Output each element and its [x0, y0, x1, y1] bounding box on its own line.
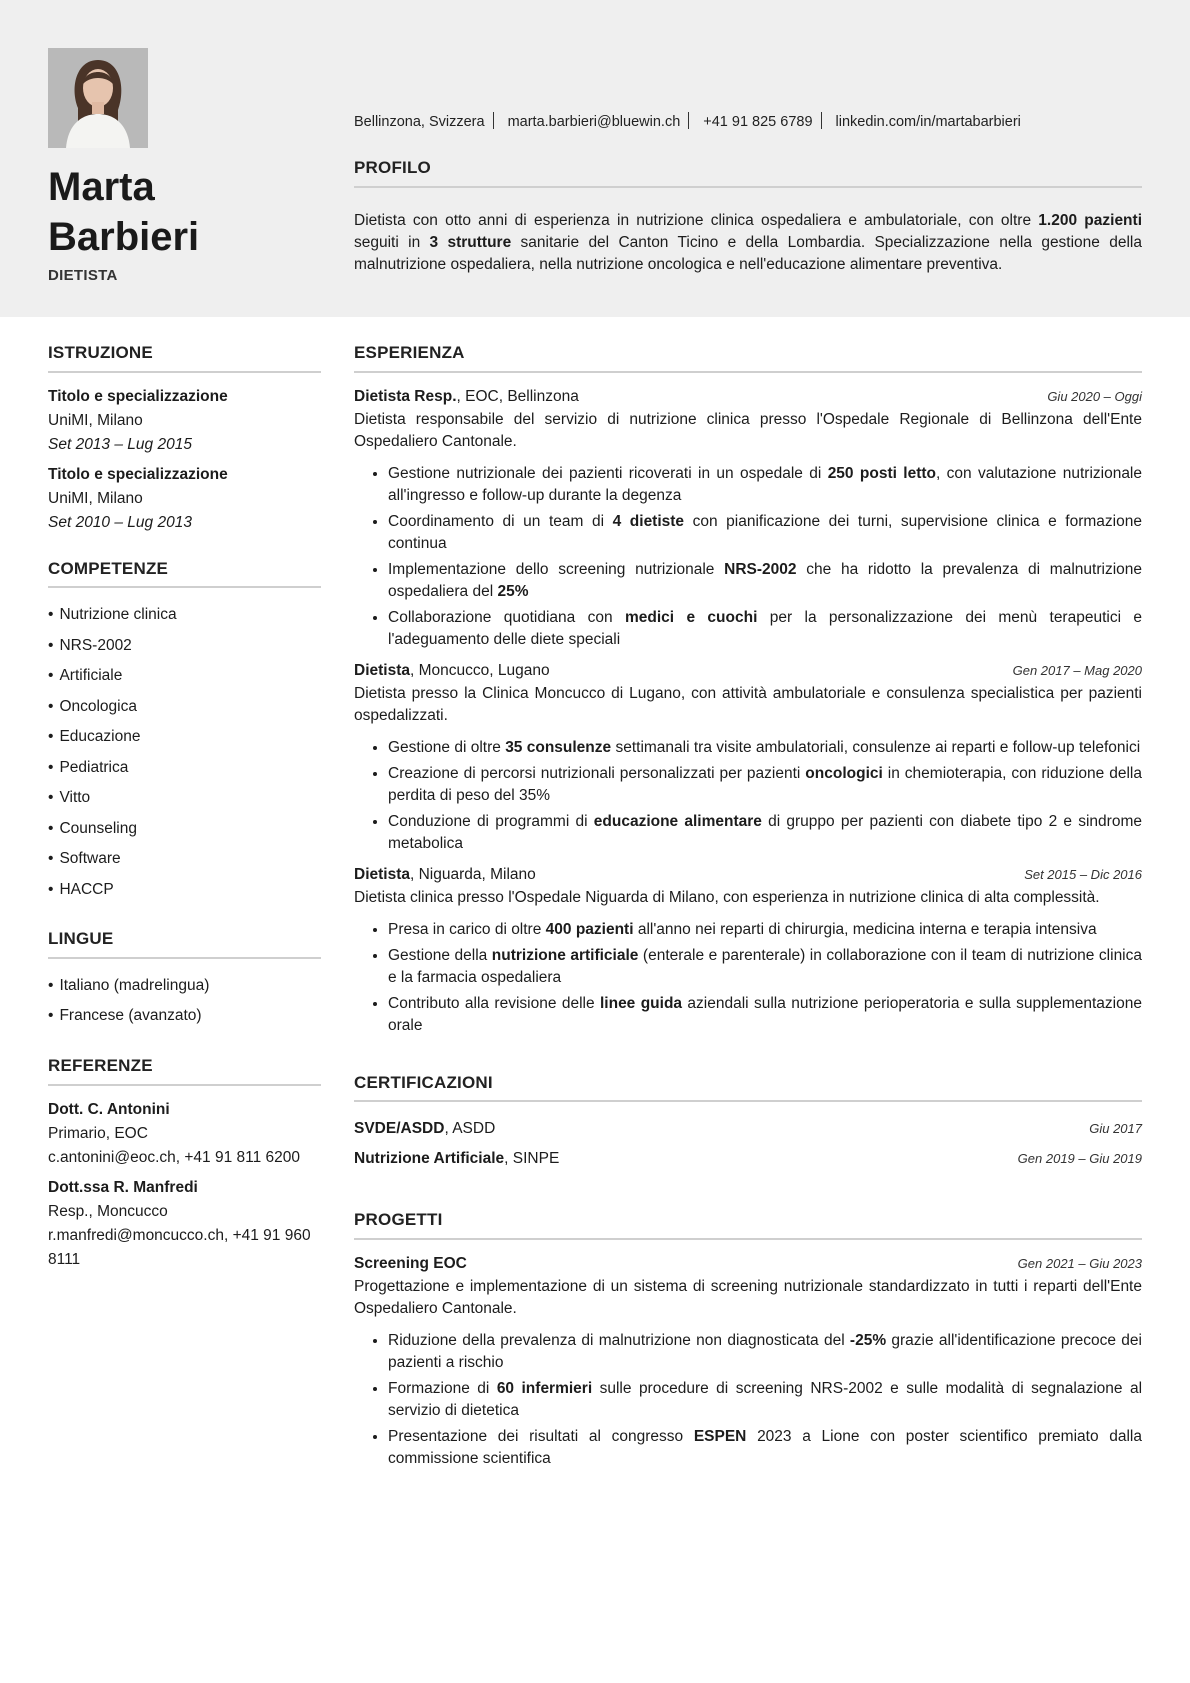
bullet-highlight: linee guida: [599, 994, 683, 1012]
bullet-text: Conduzione di programmi di: [388, 812, 594, 830]
certifications-heading: CERTIFICAZIONI: [354, 1071, 1142, 1103]
certification-item: [354, 1144, 1142, 1174]
job-dates: Set 2015 – Dic 2016: [1024, 866, 1142, 882]
profile-text-part: Dietista con otto anni di esperienza in nutrizione clinica ospedaliera e ambulatoriale, con oltre: [354, 211, 1039, 229]
job-bullet: [388, 763, 1142, 807]
job-description: Dietista responsabile del servizio di nutrizione clinica presso l'Ospedale Regionale di Bellinzona dell'Ente Ospedaliero Cantonale.: [354, 410, 1142, 450]
bullet-highlight: 400 pazienti: [545, 920, 634, 938]
reference-item: [48, 1176, 321, 1272]
job-bullet: [388, 511, 1142, 555]
bullet-text: Gestione di oltre: [388, 738, 506, 756]
job-title-line: [354, 385, 579, 409]
skills-section: [48, 557, 321, 906]
certification-item: [354, 1114, 1142, 1144]
job-bullet: [388, 993, 1142, 1037]
references-section: [48, 1054, 321, 1272]
bullet-text: , con valutazione nutrizionale all'ingresso e follow-up durante la degenza: [388, 464, 1143, 504]
bullet-highlight: 35 consulenze: [505, 738, 612, 756]
job-role: DIETISTA: [48, 267, 118, 284]
certification-title: SVDE/ASDD: [354, 1120, 445, 1138]
job-dates: Gen 2017 – Mag 2020: [1012, 662, 1142, 678]
job-description: Dietista presso la Clinica Moncucco di Lugano, con attività ambulatoriale e consulenza specialistica per pazienti ospedalizzati.: [354, 684, 1142, 724]
certification-org: , ASDD: [444, 1120, 496, 1138]
profile-text: [354, 210, 1142, 276]
project-bullet: [388, 1378, 1142, 1422]
contact-email[interactable]: marta.barbieri@bluewin.ch: [507, 114, 681, 130]
reference-contact: c.antonini@eoc.ch, +41 91 811 6200: [48, 1148, 301, 1166]
education-title: Titolo e specializzazione: [48, 387, 228, 405]
contact-bar: [354, 112, 1021, 133]
job-bullet: [388, 945, 1142, 989]
project-bullets: [354, 1330, 1142, 1470]
reference-item: [48, 1098, 321, 1170]
education-school: UniMI, Milano: [48, 489, 143, 507]
language-item: • Italiano (madrelingua): [48, 971, 321, 1002]
job-header: [354, 659, 1142, 683]
profile-photo: [48, 48, 148, 148]
job-entry: [354, 863, 1142, 1037]
certification-org: , SINPE: [504, 1150, 560, 1168]
bullet-text: per la personalizzazione dei menù terapeutici e l'adeguamento delle diete speciali: [388, 608, 1142, 648]
skill-item: • Counseling: [48, 814, 321, 845]
profile-highlight: 3 strutture: [429, 233, 512, 251]
languages-list: [48, 971, 321, 1032]
first-name: Marta: [48, 165, 155, 209]
bullet-text: Formazione di: [388, 1379, 497, 1397]
bullet-text: aziendali sulla nutrizione perioperatoria e sulla supplementazione orale: [388, 994, 1142, 1034]
bullet-highlight: oncologici: [805, 764, 883, 782]
language-item: • Francese (avanzato): [48, 1001, 321, 1032]
certification-title-line: [354, 1114, 495, 1144]
bullet-text: grazie all'identificazione precoce dei pazienti a rischio: [388, 1331, 1142, 1371]
bullet-text: con pianificazione dei turni, supervisione clinica e formazione continua: [388, 512, 1142, 552]
bullet-text: settimanali tra visite ambulatoriali, consulenze ai reparti e follow-up telefonici: [611, 738, 1141, 756]
education-item: [48, 385, 321, 457]
job-bullet: [388, 919, 1142, 941]
projects-heading: PROGETTI: [354, 1208, 1142, 1240]
job-title-line: [354, 863, 536, 887]
bullet-text: sulle procedure di screening NRS-2002 e sulle modalità di segnalazione al servizio di dietetica: [388, 1379, 1143, 1419]
job-entry: [354, 659, 1142, 855]
job-title-line: [354, 659, 550, 683]
experience-section: [354, 341, 1142, 1037]
job-bullet: [388, 737, 1142, 759]
bullet-highlight: -25%: [849, 1331, 887, 1349]
right-column: [354, 341, 1142, 1492]
contact-separator: [493, 112, 494, 129]
job-title: Dietista: [354, 661, 410, 679]
bullet-text: che ha ridotto la prevalenza di malnutrizione ospedaliera del: [388, 560, 1142, 600]
bullet-highlight: medici e cuochi: [625, 608, 758, 626]
reference-name: Dott.ssa R. Manfredi: [48, 1178, 198, 1196]
certification-title: Nutrizione Artificiale: [354, 1150, 505, 1168]
skill-item: • HACCP: [48, 875, 321, 906]
bullet-text: Gestione della: [388, 946, 492, 964]
resume-header: [0, 0, 1190, 317]
bullet-text: Collaborazione quotidiana con: [388, 608, 625, 626]
project-bullet: [388, 1330, 1142, 1374]
skills-list: [48, 600, 321, 905]
skill-item: • Educazione: [48, 722, 321, 753]
bullet-text: Creazione di percorsi nutrizionali personalizzati per pazienti: [388, 764, 806, 782]
job-org: , Moncucco, Lugano: [410, 661, 550, 679]
profile-heading: PROFILO: [354, 156, 1142, 188]
job-bullet: [388, 811, 1142, 855]
profile-text-part: seguiti in: [354, 233, 430, 251]
job-bullet: [388, 463, 1142, 507]
bullet-highlight: educazione alimentare: [593, 812, 762, 830]
contact-separator: [688, 112, 689, 129]
reference-role: Primario, EOC: [48, 1124, 148, 1142]
job-org: , Niguarda, Milano: [410, 865, 536, 883]
bullet-highlight: 250 posti letto: [827, 464, 936, 482]
skill-item: • Oncologica: [48, 692, 321, 723]
job-bullet: [388, 607, 1142, 651]
skill-item: • Artificiale: [48, 661, 321, 692]
bullet-text: (enterale e parenterale) in collaborazione con il team di nutrizione clinica e la farmacia ospedaliera: [388, 946, 1142, 986]
bullet-highlight: 25%: [497, 582, 529, 600]
job-bullets: [354, 919, 1142, 1037]
job-header: [354, 863, 1142, 887]
job-org: , EOC, Bellinzona: [456, 387, 579, 405]
bullet-text: all'anno nei reparti di chirurgia, medicina interna e terapia intensiva: [633, 920, 1097, 938]
job-bullets: [354, 737, 1142, 855]
contact-phone[interactable]: +41 91 825 6789: [703, 114, 813, 130]
job-title: Dietista Resp.: [354, 387, 457, 405]
languages-section: [48, 927, 321, 1032]
job-header: [354, 385, 1142, 409]
bullet-text: Gestione nutrizionale dei pazienti ricoverati in un ospedale di: [388, 464, 828, 482]
job-entry: [354, 385, 1142, 651]
skill-item: • Nutrizione clinica: [48, 600, 321, 631]
languages-heading: LINGUE: [48, 927, 321, 959]
bullet-text: Presa in carico di oltre: [388, 920, 546, 938]
bullet-highlight: nutrizione artificiale: [491, 946, 639, 964]
candidate-name: [48, 162, 199, 262]
project-title: Screening EOC: [354, 1254, 467, 1272]
job-bullets: [354, 463, 1142, 651]
certification-date: Giu 2017: [1089, 1121, 1142, 1137]
bullet-highlight: 60 infermieri: [496, 1379, 593, 1397]
job-description: Dietista clinica presso l'Ospedale Niguarda di Milano, con esperienza in nutrizione clinica di alta complessità.: [354, 888, 1100, 906]
portrait-photo-icon: [48, 48, 148, 148]
education-dates: Set 2010 – Lug 2013: [48, 513, 192, 531]
bullet-text: in chemioterapia, con riduzione della perdita di peso del 35%: [388, 764, 1142, 804]
contact-separator: [821, 112, 822, 129]
job-title: Dietista: [354, 865, 410, 883]
contact-linkedin[interactable]: linkedin.com/in/martabarbieri: [835, 114, 1021, 130]
education-section: [48, 341, 321, 535]
contact-location: Bellinzona, Svizzera: [354, 114, 485, 130]
left-column: [48, 341, 321, 1294]
certifications-section: [354, 1071, 1142, 1175]
skill-item: • Software: [48, 844, 321, 875]
education-dates: Set 2013 – Lug 2015: [48, 435, 192, 453]
bullet-text: Implementazione dello screening nutrizionale: [388, 560, 725, 578]
project-dates: Gen 2021 – Giu 2023: [1017, 1255, 1142, 1271]
education-item: [48, 463, 321, 535]
education-school: UniMI, Milano: [48, 411, 143, 429]
certification-title-line: [354, 1144, 559, 1174]
experience-heading: ESPERIENZA: [354, 341, 1142, 373]
project-description: Progettazione e implementazione di un sistema di screening nutrizionale standardizzato in tutti i reparti dell'Ente Ospedaliero Cantonale.: [354, 1277, 1142, 1317]
bullet-highlight: NRS-2002: [724, 560, 797, 578]
job-dates: Giu 2020 – Oggi: [1047, 388, 1142, 404]
references-heading: REFERENZE: [48, 1054, 321, 1086]
bullet-text: Presentazione dei risultati al congresso: [388, 1427, 694, 1445]
profile-text-part: sanitarie del Canton Ticino e della Lombardia. Specializzazione nella gestione della malnutrizione ospedaliera, nella nutrizione oncologica e nell'educazione alimentare preventiva.: [354, 233, 1142, 273]
bullet-text: Contributo alla revisione delle: [388, 994, 600, 1012]
skill-item: • Pediatrica: [48, 753, 321, 784]
certification-date: Gen 2019 – Giu 2019: [1017, 1151, 1142, 1167]
skills-heading: COMPETENZE: [48, 557, 321, 589]
skill-item: • Vitto: [48, 783, 321, 814]
reference-name: Dott. C. Antonini: [48, 1100, 170, 1118]
skill-item: • NRS-2002: [48, 631, 321, 662]
bullet-text: 2023 a Lione con poster scientifico premiato dalla commissione scientifica: [388, 1427, 1142, 1467]
bullet-text: di gruppo per pazienti con diabete tipo 2 e sindrome metabolica: [388, 812, 1142, 852]
profile-section: [354, 156, 1142, 276]
reference-contact: r.manfredi@moncucco.ch, +41 91 960 8111: [48, 1226, 311, 1268]
job-bullet: [388, 559, 1142, 603]
project-header: [354, 1252, 1142, 1276]
profile-highlight: 1.200 pazienti: [1038, 211, 1142, 229]
last-name: Barbieri: [48, 215, 200, 259]
education-heading: ISTRUZIONE: [48, 341, 321, 373]
project-bullet: [388, 1426, 1142, 1470]
bullet-highlight: ESPEN: [693, 1427, 747, 1445]
bullet-text: Riduzione della prevalenza di malnutrizione non diagnosticata del: [388, 1331, 850, 1349]
bullet-text: Coordinamento di un team di: [388, 512, 613, 530]
bullet-highlight: 4 dietiste: [612, 512, 685, 530]
project-entry: [354, 1252, 1142, 1470]
education-title: Titolo e specializzazione: [48, 465, 228, 483]
projects-section: [354, 1208, 1142, 1470]
reference-role: Resp., Moncucco: [48, 1202, 168, 1220]
